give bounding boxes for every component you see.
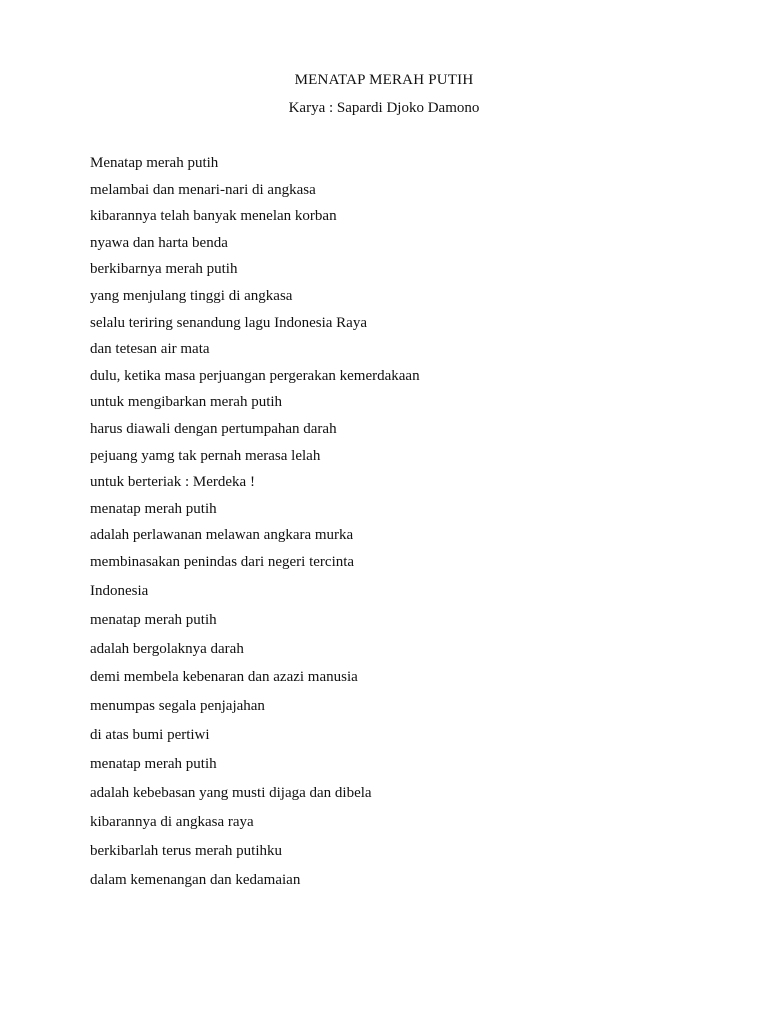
poem-line: pejuang yamg tak pernah merasa lelah [90,447,321,464]
poem-line: adalah kebebasan yang musti dijaga dan dibela [90,785,372,802]
poem-body [90,153,710,899]
poem-line: untuk berteriak : Merdeka ! [90,474,255,491]
poem-line: membinasakan penindas dari negeri tercinta [90,553,355,570]
poem-line: harus diawali dengan pertumpahan darah [90,420,337,437]
poem-line: menatap merah putih [90,500,217,517]
poem-line: berkibarlah terus merah putihku [90,842,283,859]
poem-line: nyawa dan harta benda [90,234,228,251]
poem-line: yang menjulang tinggi di angkasa [90,287,293,304]
poem-line: adalah bergolaknya darah [90,640,244,657]
poem-line: dalam kemenangan dan kedamaian [90,871,301,888]
poem-line: menatap merah putih [90,611,217,628]
poem-line: demi membela kebenaran dan azazi manusia [90,669,358,686]
poem-line: untuk mengibarkan merah putih [90,394,283,411]
poem-line: dulu, ketika masa perjuangan pergerakan kemerdakaan [90,367,420,384]
poem-line: melambai dan menari-nari di angkasa [90,181,316,198]
poem-title: MENATAP MERAH PUTIH [294,72,474,88]
poem-author: Karya : Sapardi Djoko Damono [288,100,480,116]
poem-line: menumpas segala penjajahan [90,698,265,715]
poem-line: kibarannya di angkasa raya [90,813,254,830]
poem-line: Indonesia [90,582,149,599]
poem-line: berkibarnya merah putih [90,261,238,278]
poem-line: kibarannya telah banyak menelan korban [90,208,337,225]
poem-line: Menatap merah putih [90,155,219,171]
poem-line: selalu teriring senandung lagu Indonesia Raya [90,314,368,331]
poem-line: adalah perlawanan melawan angkara murka [90,527,354,544]
poem-line: di atas bumi pertiwi [90,727,210,744]
poem-line: menatap merah putih [90,756,217,773]
poem-line: dan tetesan air mata [90,341,210,358]
